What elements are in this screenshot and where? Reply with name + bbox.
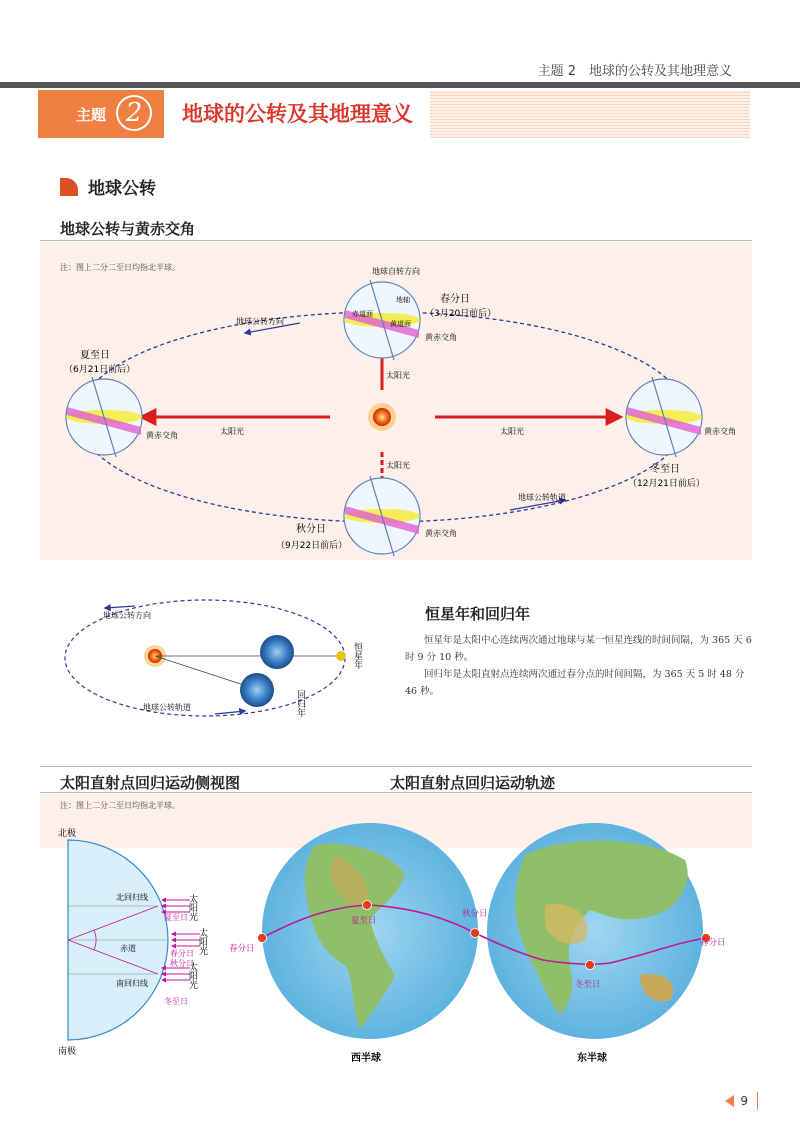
winter-name: 冬至日: [650, 464, 680, 475]
topic-number: 2: [116, 95, 152, 131]
tropical-paragraph: 回归年是太阳直射点连续两次通过春分点的时间间隔，为 365 天 5 时 48 分 46 秒。: [405, 669, 745, 697]
track-summer-label: 夏至日: [351, 916, 377, 926]
earth-winter: [626, 377, 702, 457]
section-marker-icon: [60, 178, 78, 196]
summer-point: [363, 901, 372, 910]
rotation-dir-label: 地球自转方向: [372, 267, 420, 276]
sunlight-label-3: 太阳光: [187, 962, 197, 989]
orbit-diagram-svg: [0, 240, 800, 570]
tropic-north-label: 北回归线: [116, 893, 148, 902]
orbit-note: 注：图上二分二至日均指北半球。: [60, 263, 180, 272]
sunlight-label-2: 太阳光: [197, 928, 207, 955]
equator-label: 赤道: [120, 944, 136, 953]
sunlight-label-left: 太阳光: [220, 427, 244, 436]
top-rule: [0, 82, 800, 88]
south-pole-label: 南极: [58, 1047, 77, 1057]
tropic-south-label: 南回归线: [116, 979, 148, 988]
year-orbit-label: 地球公转轨道: [143, 703, 191, 712]
spring-point: [258, 934, 267, 943]
earth-icon-1: [260, 635, 294, 669]
topic-tab: [38, 90, 164, 138]
section-heading: [60, 174, 156, 199]
equator-plane-label: 赤道面: [352, 310, 373, 318]
track-spring2-label: 春分日: [700, 938, 726, 948]
year-box-title: 恒星年和回归年: [425, 605, 531, 623]
sunlight-label-right: 太阳光: [500, 427, 524, 436]
eastern-hemisphere: [487, 823, 703, 1039]
orbit-label: 地球公转轨道: [518, 493, 566, 502]
autumn-point: [471, 929, 480, 938]
equinox1-label: 春分日: [170, 949, 194, 958]
track-map-svg: [225, 815, 770, 1065]
earth-summer: [66, 377, 142, 457]
eastern-label: 东半球: [577, 1053, 607, 1064]
spring-date: （3月20日前后）: [425, 309, 497, 319]
north-pole-label: 北极: [58, 829, 77, 839]
earth-icon-2: [240, 673, 274, 707]
topic-banner: [38, 90, 750, 138]
banner-gap: [164, 90, 180, 138]
bottom-rule: [40, 792, 752, 793]
western-label: 西半球: [351, 1053, 381, 1064]
sunlight-label-1: 太阳光: [187, 894, 197, 921]
sunlight-label-up: 太阳光: [386, 371, 410, 380]
revolution-dir-label: 地球公转方向: [236, 317, 284, 326]
axis-label: 地轴: [396, 296, 410, 304]
winter-label: 冬至日: [164, 997, 188, 1006]
summer-label: 夏至日: [164, 913, 188, 922]
page-arrow-icon: [725, 1095, 734, 1107]
earth-autumn: [344, 476, 420, 556]
bottom-top-rule: [40, 766, 752, 767]
spring-name: 春分日: [440, 294, 470, 305]
winter-point: [586, 961, 595, 970]
side-view-title: 太阳直射点回归运动侧视图: [60, 774, 241, 792]
year-diagram-svg: [55, 590, 385, 730]
sunlight-label-down: 太阳光: [386, 461, 410, 470]
year-box-text: [405, 632, 755, 700]
sidereal-paragraph: 恒星年是太阳中心连续两次通过地球与某一恒星连线的时间间隔，为 365 天 6 时 9 分 10 秒。: [405, 635, 752, 663]
side-view-svg: [40, 820, 240, 1060]
topic-title: 地球的公转及其地理意义: [180, 90, 430, 138]
tropical-label: 回归年: [295, 690, 305, 717]
obliquity-summer: 黄赤交角: [146, 431, 178, 440]
autumn-name: 秋分日: [296, 524, 326, 535]
year-rev-label: 地球公转方向: [103, 611, 151, 620]
track-winter-label: 冬至日: [575, 980, 601, 990]
orbit-diagram-title: 地球公转与黄赤交角: [60, 220, 196, 238]
track-spring-label: 春分日: [229, 944, 255, 954]
topic-label: 主题: [76, 106, 107, 124]
winter-date: （12月21日前后）: [628, 479, 705, 489]
track-map-title: 太阳直射点回归运动轨迹: [390, 774, 556, 792]
ecliptic-plane-label: 黄道面: [390, 320, 411, 328]
summer-date: （6月21日前后）: [64, 365, 136, 375]
track-autumn-label: 秋分日: [462, 909, 488, 919]
year-rev-arrow: [105, 606, 135, 608]
western-hemisphere: [262, 823, 478, 1039]
obliquity-autumn: 黄赤交角: [425, 529, 457, 538]
side-view-note: 注：图上二分二至日均指北半球。: [60, 801, 180, 810]
page-number: 9: [740, 1094, 748, 1108]
equinox2-label: 秋分日: [170, 959, 194, 968]
running-header: 主题 2 地球的公转及其地理意义: [537, 64, 732, 79]
obliquity-winter: 黄赤交角: [704, 427, 736, 436]
sun-icon: [368, 403, 396, 431]
star-icon: [336, 651, 346, 661]
summer-name: 夏至日: [80, 350, 110, 361]
section-title: 地球公转: [88, 179, 156, 199]
page-bar: [757, 1092, 758, 1110]
obliquity-spring: 黄赤交角: [425, 333, 457, 342]
sidereal-label: 恒星年: [352, 642, 362, 669]
autumn-date: （9月22日前后）: [276, 541, 348, 551]
